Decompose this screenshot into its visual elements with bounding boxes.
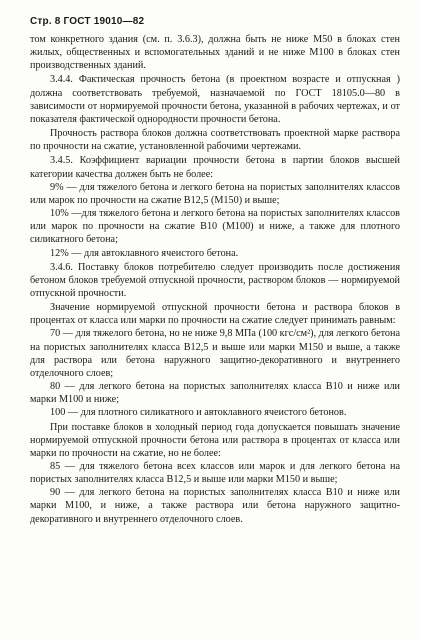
- list-item-70: 70 — для тяжелого бетона, но не ниже 9,8 МПа (100 кгс/см²), для легкого бетона на пористых заполнителях класса В12,5 и выше или марки М150 и выше, а также для раствора или бетона наружного защитно-декоративного и внутреннего отделочного слоев;: [30, 328, 400, 379]
- paragraph-release-strength: Значение нормируемой отпускной прочности бетона и раствора блоков в процентах от класса или марки по прочности на сжатие следует принимать равным:: [30, 302, 400, 327]
- list-item-9-percent: 9% — для тяжелого бетона и легкого бетона на пористых заполнителях классов или марок по прочности на сжатие В12,5 (М150) и выше;: [30, 181, 400, 206]
- list-item-85: 85 — для тяжелого бетона всех классов или марок и для легкого бетона на пористых заполнителях класса В12,5 и выше или марки М150 и выше;: [30, 461, 400, 486]
- list-item-100: 100 — для плотного силикатного и автоклавного ячеистого бетонов.: [50, 407, 347, 419]
- paragraph-3-4-6: 3.4.6. Поставку блоков потребителю следует производить после достижения бетоном блоков требуемой отпускной прочности, раствором блоков — нормируемой отпускной прочности.: [30, 261, 400, 299]
- paragraph-cold-period: При поставке блоков в холодный период года допускается повышать значение нормируемой отпускной прочности бетона или раствора в процентах от класса или марки по прочности на сжатие, но не более:: [30, 421, 400, 459]
- paragraph-mortar-strength: Прочность раствора блоков должна соответствовать проектной марке раствора по прочности на сжатие, установленной рабочими чертежами.: [30, 128, 400, 153]
- list-item-10-percent: 10% —для тяжелого бетона и легкого бетона на пористых заполнителях классов или марок по прочности на сжатие В10 (М100) и ниже, а также для плотного силикатного бетона;: [30, 208, 400, 246]
- paragraph-3-4-5: 3.4.5. Коэффициент вариации прочности бетона в партии блоков высшей категории качества должен быть не более:: [30, 155, 400, 180]
- list-item-80: 80 — для легкого бетона на пористых заполнителях класса В10 и ниже или марки М100 и ниже;: [30, 381, 400, 406]
- list-item-90: 90 — для легкого бетона на пористых заполнителях класса В10 и ниже или марки М100, и ниже, а также раствора или бетона наружного защитно-декоративного и внутреннего отделочного слоев.: [30, 487, 400, 525]
- paragraph-3-4-4: 3.4.4. Фактическая прочность бетона (в проектном возрасте и отпускная ) должна соответствовать требуемой, назначаемой по ГОСТ 18105.0—80 в зависимости от нормируемой прочности бетона, указанной в рабочих чертежах, и от показателя фактической однородности прочности бетона.: [30, 74, 400, 125]
- paragraph-1: том конкретного здания (см. п. 3.6.3), должна быть не ниже М50 в блоках стен жилых, общественных и вспомогательных зданий и не ниже М100 в блоках стен производственных зданий.: [30, 34, 400, 72]
- page-header: Стр. 8 ГОСТ 19010—82: [30, 16, 145, 27]
- list-item-12-percent: 12% — для автоклавного ячеистого бетона.: [50, 247, 239, 259]
